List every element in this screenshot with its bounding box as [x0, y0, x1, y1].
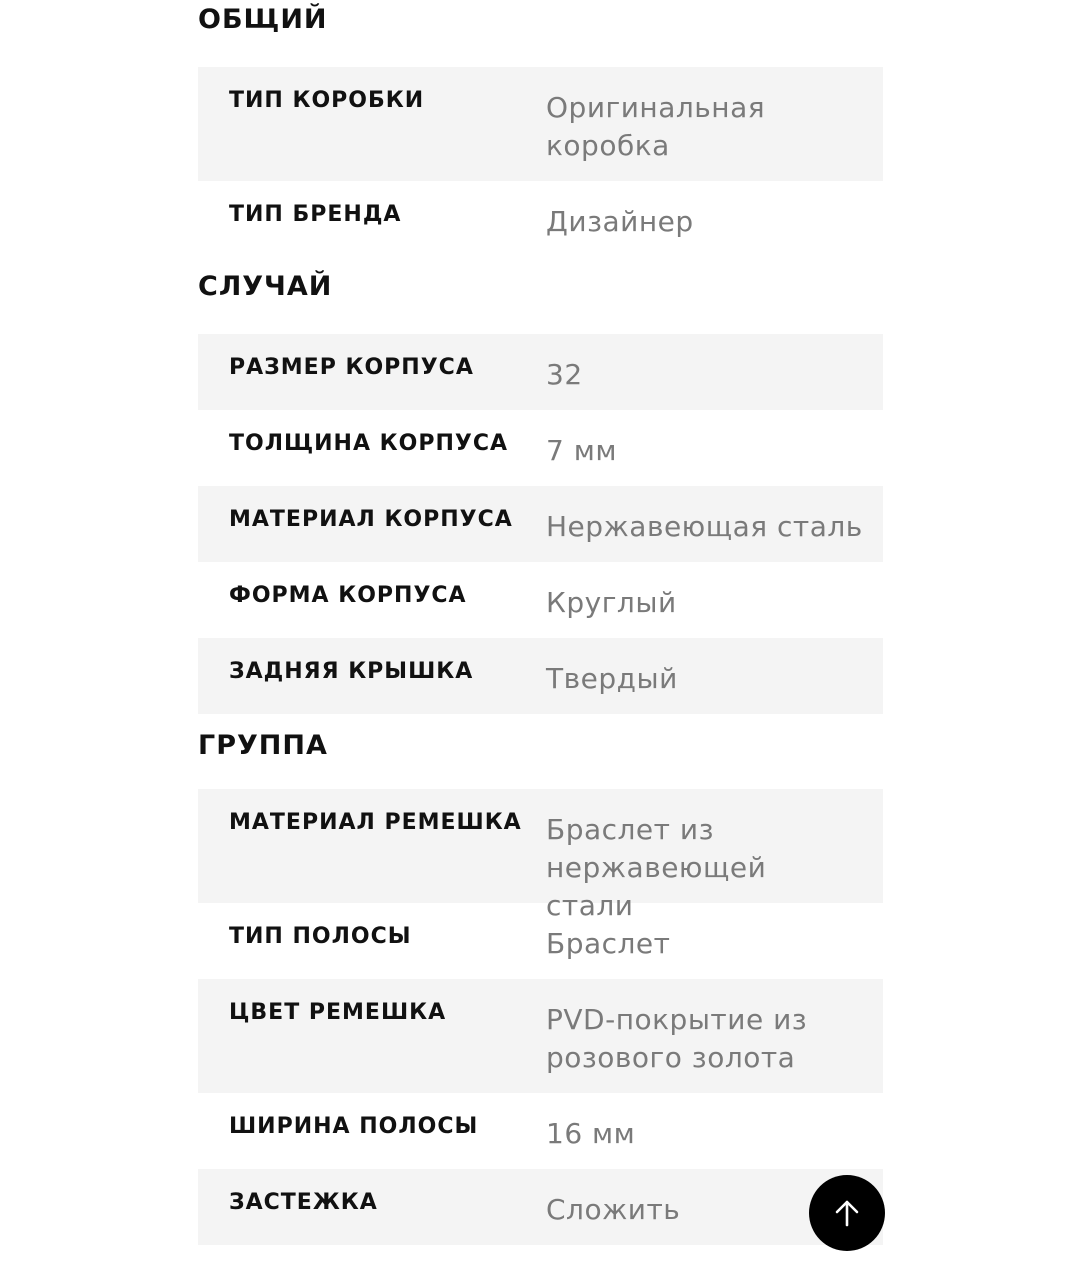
spec-row-case-size	[198, 334, 883, 410]
spec-row-case-back	[198, 638, 883, 714]
section-title-band: ГРУППА	[198, 730, 328, 761]
spec-value: 32	[546, 358, 583, 391]
spec-label: РАЗМЕР КОРПУСА	[229, 355, 474, 380]
spec-row-band-width	[198, 1093, 883, 1169]
spec-value: Браслет	[546, 927, 671, 960]
spec-label: ФОРМА КОРПУСА	[229, 583, 467, 608]
section-case	[198, 257, 883, 714]
spec-label: МАТЕРИАЛ КОРПУСА	[229, 507, 513, 532]
spec-value: Оригинальная коробка	[546, 91, 766, 162]
spec-value: 16 мм	[546, 1117, 636, 1150]
spec-value: PVD-покрытие из розового золота	[546, 1003, 808, 1074]
spec-row-band-type	[198, 903, 883, 979]
spec-value: Круглый	[546, 586, 677, 619]
spec-row-clasp	[198, 1169, 883, 1245]
spec-value: 7 мм	[546, 434, 617, 467]
spec-row-brand-type	[198, 181, 883, 257]
spec-value: Сложить	[546, 1193, 681, 1226]
spec-row-box-type	[198, 67, 883, 181]
spec-row-case-material	[198, 486, 883, 562]
spec-value: Браслет из нержавеющей стали	[546, 813, 767, 922]
spec-label: ТИП БРЕНДА	[229, 202, 402, 227]
spec-label: ТОЛЩИНА КОРПУСА	[229, 431, 509, 456]
spec-value: Твердый	[546, 662, 678, 695]
scroll-to-top-button[interactable]	[809, 1175, 885, 1251]
spec-label: ТИП ПОЛОСЫ	[229, 924, 412, 949]
section-title-case: СЛУЧАЙ	[198, 271, 333, 302]
spec-list	[198, 0, 883, 1245]
spec-value: Нержавеющая сталь	[546, 510, 863, 543]
section-general	[198, 0, 883, 257]
spec-row-band-material	[198, 789, 883, 922]
spec-row-case-shape	[198, 562, 883, 638]
spec-row-band-color	[198, 979, 883, 1093]
spec-label: ЗАДНЯЯ КРЫШКА	[229, 659, 474, 684]
spec-label: ТИП КОРОБКИ	[229, 88, 425, 113]
spec-label: ШИРИНА ПОЛОСЫ	[229, 1114, 479, 1139]
spec-label: МАТЕРИАЛ РЕМЕШКА	[229, 810, 522, 835]
spec-label: ЦВЕТ РЕМЕШКА	[229, 1000, 447, 1025]
spec-row-case-thickness	[198, 410, 883, 486]
arrow-up-icon	[832, 1198, 862, 1228]
section-title-general: ОБЩИЙ	[198, 4, 328, 35]
spec-value: Дизайнер	[546, 205, 694, 238]
spec-label: ЗАСТЕЖКА	[229, 1190, 378, 1215]
section-band	[198, 714, 883, 1245]
